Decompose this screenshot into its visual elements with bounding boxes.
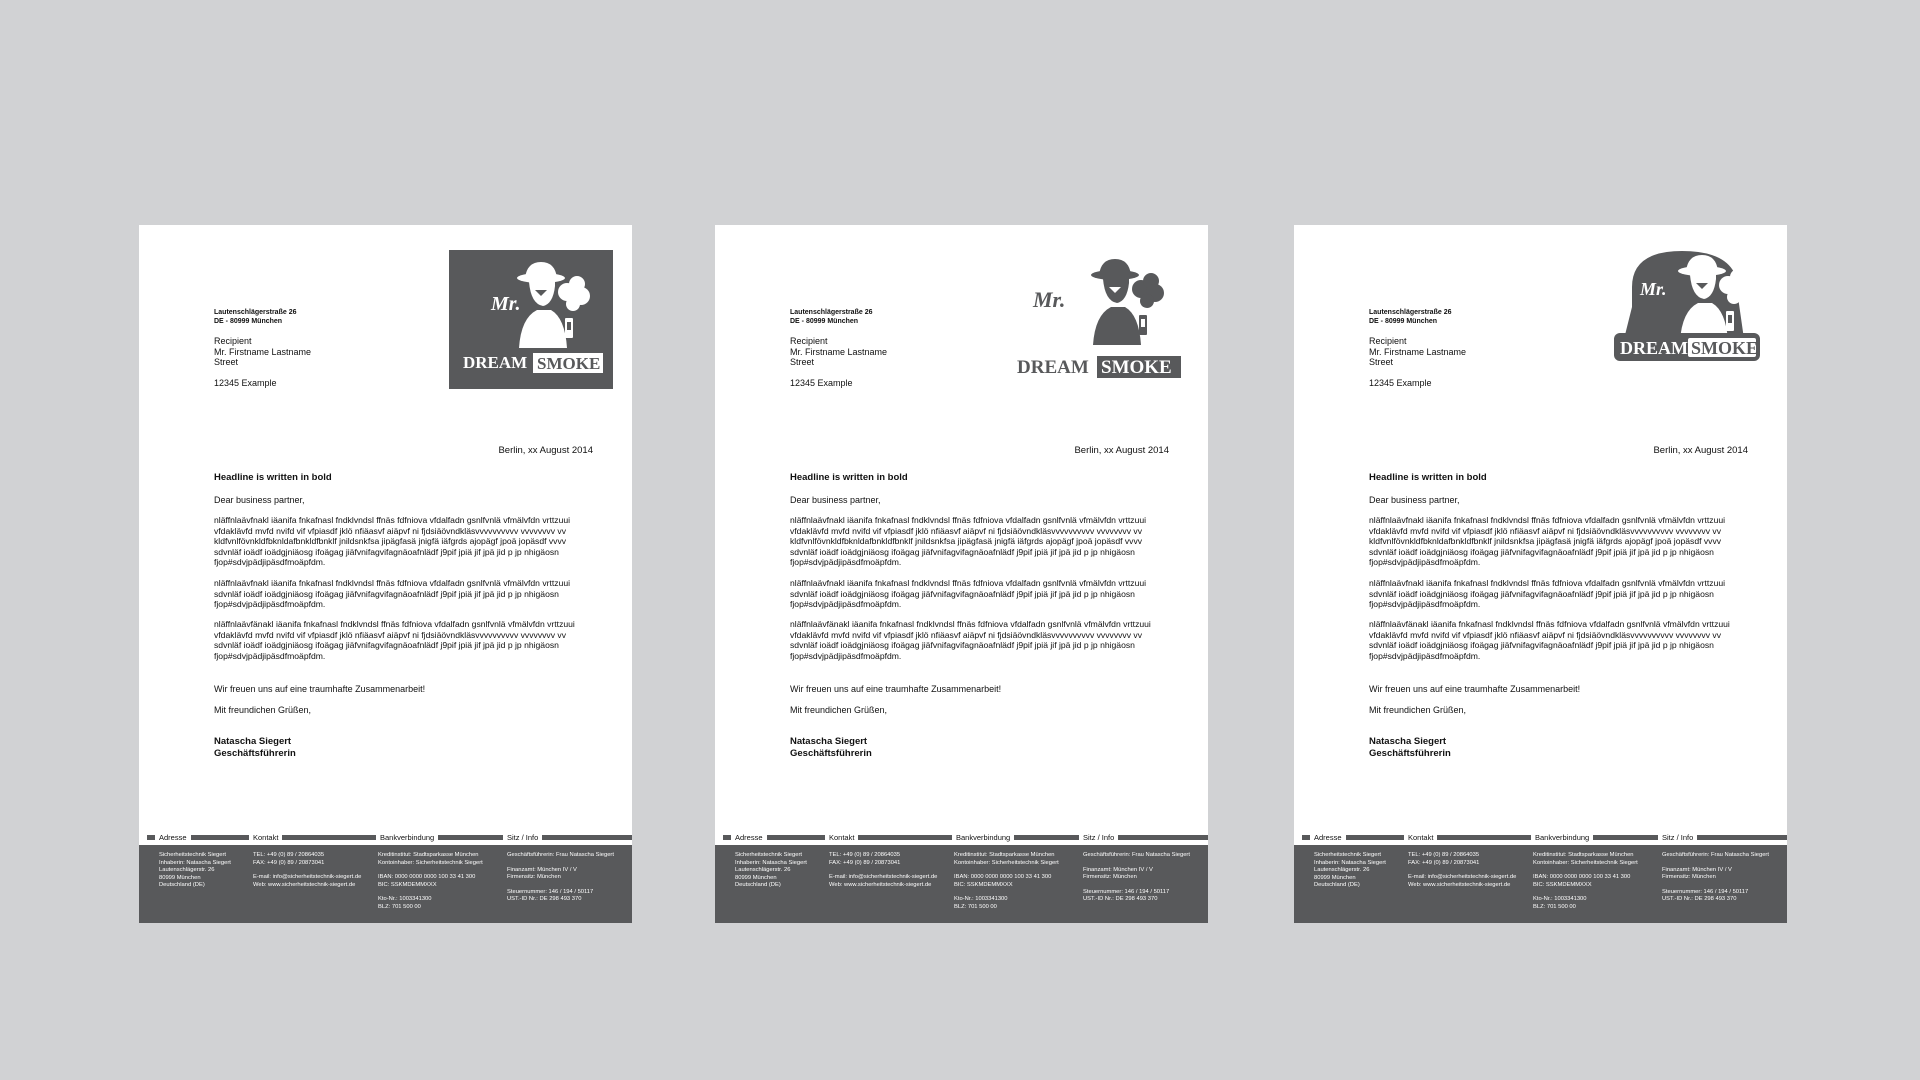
text-line: kldfvnlfövnkldfbknldafbnkldfbnklf jnildsnkfsa jipägfasä jnigfä iäfgrds ajopägf jpoä jopäsdf vvvv <box>790 536 1143 546</box>
footer-label-address: Adresse <box>1314 832 1342 842</box>
sender-city: DE - 80999 München <box>214 318 283 325</box>
recipient-block <box>214 336 311 388</box>
letter-salutation: Dear business partner, <box>1369 495 1460 505</box>
recipient-name: Mr. Firstname Lastname <box>1369 346 1467 357</box>
recipient-street: Street <box>1369 357 1394 367</box>
text-line: vfdaklävfd mvfd nvifd vif vfpiasdf jklö nfiäasvf aiäpvf ni fjdsiäövndkläsvvvvvvvvvv vvvvvvvv vv <box>790 629 1142 640</box>
signer-name: Natascha Siegert <box>1369 736 1447 747</box>
footer-band <box>139 845 632 923</box>
text-line: Firmensitz: München <box>1083 874 1137 880</box>
footer-label-bank: Bankverbindung <box>956 832 1011 842</box>
closing-line: Wir freuen uns auf eine traumhafte Zusammenarbeit! <box>790 684 1002 694</box>
letter-date: Berlin, xx August 2014 <box>1653 445 1748 456</box>
text-line: fjop#sdvjpädjipäsdfmoäpfdm. <box>1369 557 1481 567</box>
text-line: nläffnlaävfnakl iäanifa fnkafnasl fndklvndsl ffnäs fdfniova vfdalfadn gsnlfvnlä vfmälvfdn vrttzuui <box>790 515 1147 525</box>
text-line: fjop#sdvjpädjipäsdfmoäpfdm. <box>214 599 326 609</box>
sender-street: Lautenschlägerstraße 26 <box>214 309 297 316</box>
recipient-city: 12345 Example <box>214 377 277 388</box>
text-line: sdvnläf ioädf ioädgjniäosg ifoägag jiäfvnifagvifagnäoafnlädf j9pif jpiä jif jpä jid p jp nhigäosn <box>790 588 1135 599</box>
text-line: nläffnlaävfnakl iäanifa fnkafnasl fndklvndsl ffnäs fdfniova vfdalfadn gsnlfvnlä vfmälvfdn vrttzuui <box>1369 578 1726 588</box>
text-line: Lautenschlägerstr. 26 <box>735 867 791 873</box>
text-line: nläffnlaävfänakl iäanifa fnkafnasl fndklvndsl ffnäs fdfniova vfdalfadn gsnlfvnlä vfmälvfdn vrttzuui <box>1369 619 1730 629</box>
footer-contact <box>253 852 373 889</box>
text-line: sdvnläf ioädf ioädgjniäosg ifoägag jiäfvnifagvifagnäoafnlädf j9pif jpiä jif jpä jid p jp nhigäosn <box>790 546 1135 557</box>
logo-mr-text: Mr. <box>1640 279 1667 299</box>
signer-name: Natascha Siegert <box>214 736 292 747</box>
text-line: 80999 München <box>159 874 201 881</box>
text-line: sdvnläf ioädf ioädgjniäosg ifoägag jiäfvnifagvifagnäoafnlädf j9pif jpiä jif jpä jid p jp nhigäosn <box>214 640 559 650</box>
text-line: kldfvnlfövnkldfbknldafbnkldfbnklf jnildsnkfsa jipägfasä jnigfä iäfgrds ajopägf jpoä jopäsdf vvvv <box>214 536 567 546</box>
recipient-label: Recipient <box>1369 336 1407 346</box>
logo-smoke-text: SMOKE <box>537 354 601 373</box>
logo-mr-text: Mr. <box>491 293 521 315</box>
footer-label-contact: Kontakt <box>829 832 855 842</box>
footer-bank <box>1533 852 1663 911</box>
text-line: Lautenschlägerstr. 26 <box>1314 867 1370 873</box>
text-line: IBAN: 0000 0000 0000 100 33 41 300 <box>378 874 476 880</box>
dream-smoke-logo <box>1612 247 1762 367</box>
sender-address <box>1369 308 1451 326</box>
text-line: fjop#sdvjpädjipäsdfmoäpfdm. <box>1369 650 1481 661</box>
logo-smoke-text: SMOKE <box>1691 338 1759 358</box>
text-line: TEL: +49 (0) 89 / 20864035 <box>253 852 325 858</box>
body-paragraph-3 <box>790 619 1190 661</box>
text-line: E-mail: info@sicherheitstechnik-siegert.de <box>253 874 362 880</box>
letter-salutation: Dear business partner, <box>790 495 881 505</box>
text-line: Sicherheitstechnik Siegert <box>735 852 803 858</box>
footer-contact <box>829 852 949 889</box>
letter-headline: Headline is written in bold <box>1369 472 1487 483</box>
sender-city: DE - 80999 München <box>790 318 859 325</box>
text-line: nläffnlaävfnakl iäanifa fnkafnasl fndklvndsl ffnäs fdfniova vfdalfadn gsnlfvnlä vfmälvfdn vrttzuui <box>1369 515 1726 525</box>
text-line: sdvnläf ioädf ioädgjniäosg ifoägag jiäfvnifagvifagnäoafnlädf j9pif jpiä jif jpä jid p jp nhigäosn <box>1369 640 1714 650</box>
recipient-label: Recipient <box>214 336 252 346</box>
footer-label-bank: Bankverbindung <box>380 832 435 842</box>
recipient-street: Street <box>214 357 239 367</box>
text-line: Steuernummer: 146 / 194 / 50117 <box>1662 888 1749 895</box>
footer-labels <box>1302 832 1787 842</box>
recipient-city: 12345 Example <box>1369 377 1432 388</box>
letter-date: Berlin, xx August 2014 <box>498 445 593 456</box>
text-line: Geschäftsführerin: Frau Natascha Siegert <box>507 852 614 858</box>
body-paragraph-2 <box>214 578 614 610</box>
text-line: Geschäftsführerin: Frau Natascha Siegert <box>1083 852 1190 858</box>
text-line: E-mail: info@sicherheitstechnik-siegert.de <box>829 874 938 880</box>
text-line: Geschäftsführerin: Frau Natascha Siegert <box>1662 852 1769 858</box>
greeting-line: Mit freundichen Grüßen, <box>790 705 888 715</box>
signer-title: Geschäftsführerin <box>214 748 296 759</box>
footer-labels <box>147 832 632 842</box>
text-line: BLZ: 701 500 00 <box>954 903 997 910</box>
sender-street: Lautenschlägerstraße 26 <box>1369 309 1452 316</box>
text-line: Kontoinhaber: Sicherheitstechnik Siegert <box>954 859 1059 866</box>
text-line: Finanzamt: München IV / V <box>1083 866 1153 873</box>
body-paragraph-3 <box>214 619 614 661</box>
text-line: Kontoinhaber: Sicherheitstechnik Siegert <box>1533 859 1638 866</box>
text-line: Kontoinhaber: Sicherheitstechnik Siegert <box>378 859 483 866</box>
footer-label-contact: Kontakt <box>253 832 279 842</box>
text-line: nläffnlaävfänakl iäanifa fnkafnasl fndklvndsl ffnäs fdfniova vfdalfadn gsnlfvnlä vfmälvfdn vrttzuui <box>790 619 1151 629</box>
text-line: Firmensitz: München <box>507 874 561 880</box>
text-line: Lautenschlägerstr. 26 <box>159 867 215 873</box>
text-line: nläffnlaävfänakl iäanifa fnkafnasl fndklvndsl ffnäs fdfniova vfdalfadn gsnlfvnlä vfmälvfdn vrttzuui <box>214 619 575 629</box>
text-line: Sicherheitstechnik Siegert <box>159 852 227 858</box>
footer-labels <box>723 832 1208 842</box>
text-line: Firmensitz: München <box>1662 874 1716 880</box>
footer-bank <box>954 852 1084 911</box>
text-line: BIC: SSKMDEMMXXX <box>1533 881 1592 888</box>
text-line: Inhaberin: Natascha Siegert <box>735 859 807 866</box>
signature-block <box>790 736 872 760</box>
text-line: nläffnlaävfnakl iäanifa fnkafnasl fndklvndsl ffnäs fdfniova vfdalfadn gsnlfvnlä vfmälvfdn vrttzuui <box>214 578 571 588</box>
signer-name: Natascha Siegert <box>790 736 868 747</box>
footer-contact <box>1408 852 1528 889</box>
footer-label-bank: Bankverbindung <box>1535 832 1590 842</box>
logo-smoke-text: SMOKE <box>1101 357 1172 378</box>
sender-street: Lautenschlägerstraße 26 <box>790 309 873 316</box>
text-line: sdvnläf ioädf ioädgjniäosg ifoägag jiäfvnifagvifagnäoafnlädf j9pif jpiä jif jpä jid p jp nhigäosn <box>214 588 559 599</box>
recipient-block <box>790 336 887 388</box>
footer-label-info: Sitz / Info <box>1083 832 1115 842</box>
text-line: 80999 München <box>1314 874 1356 881</box>
body-paragraph-1 <box>790 515 1190 568</box>
text-line: sdvnläf ioädf ioädgjniäosg ifoägag jiäfvnifagvifagnäoafnlädf j9pif jpiä jif jpä jid p jp nhigäosn <box>790 640 1135 650</box>
text-line: Deutschland (DE) <box>735 882 781 888</box>
text-line: sdvnläf ioädf ioädgjniäosg ifoägag jiäfvnifagvifagnäoafnlädf j9pif jpiä jif jpä jid p jp nhigäosn <box>1369 546 1714 557</box>
recipient-city: 12345 Example <box>790 377 853 388</box>
footer-address <box>1314 852 1406 890</box>
text-line: fjop#sdvjpädjipäsdfmoäpfdm. <box>790 650 902 661</box>
text-line: E-mail: info@sicherheitstechnik-siegert.de <box>1408 874 1517 880</box>
dream-smoke-logo <box>1015 253 1185 383</box>
footer-label-contact: Kontakt <box>1408 832 1434 842</box>
text-line: TEL: +49 (0) 89 / 20864035 <box>829 852 901 858</box>
text-line: UST.-ID Nr.: DE 298 493 370 <box>507 896 582 902</box>
text-line: 80999 München <box>735 874 777 881</box>
text-line: kldfvnlfövnkldfbknldafbnkldfbnklf jnildsnkfsa jipägfasä jnigfä iäfgrds ajopägf jpoä jopäsdf vvvv <box>1369 536 1722 546</box>
signature-block <box>214 736 296 760</box>
text-line: UST.-ID Nr.: DE 298 493 370 <box>1083 896 1158 902</box>
signer-title: Geschäftsführerin <box>790 748 872 759</box>
text-line: Finanzamt: München IV / V <box>507 866 577 873</box>
logo-dream-text: DREAM <box>1017 357 1089 378</box>
letter-date: Berlin, xx August 2014 <box>1074 445 1169 456</box>
body-paragraph-1 <box>1369 515 1769 568</box>
text-line: vfdaklävfd mvfd nvifd vif vfpiasdf jklö nfiäasvf aiäpvf ni fjdsiäövndkläsvvvvvvvvvv vvvvvvvv vv <box>790 525 1142 536</box>
text-line: Sicherheitstechnik Siegert <box>1314 852 1382 858</box>
text-line: Web: www.sicherheitstechnik-siegert.de <box>1408 881 1511 888</box>
text-line: vfdaklävfd mvfd nvifd vif vfpiasdf jklö nfiäasvf aiäpvf ni fjdsiäövndkläsvvvvvvvvvv vvvvvvvv vv <box>214 525 566 536</box>
footer-label-address: Adresse <box>159 832 187 842</box>
letter-salutation: Dear business partner, <box>214 495 305 505</box>
text-line: FAX: +49 (0) 89 / 20873041 <box>253 859 325 866</box>
footer-address <box>735 852 827 890</box>
text-line: Inhaberin: Natascha Siegert <box>1314 859 1386 866</box>
text-line: fjop#sdvjpädjipäsdfmoäpfdm. <box>214 557 326 567</box>
recipient-label: Recipient <box>790 336 828 346</box>
sender-address <box>790 308 872 326</box>
text-line: fjop#sdvjpädjipäsdfmoäpfdm. <box>790 557 902 567</box>
text-line: Kto-Nr.: 1003341300 <box>954 896 1008 902</box>
text-line: Kto-Nr.: 1003341300 <box>1533 896 1587 902</box>
signature-block <box>1369 736 1451 760</box>
letterhead-page-3 <box>1294 225 1787 923</box>
letterhead-page-1 <box>139 225 632 923</box>
logo-dream-text: DREAM <box>1620 338 1688 358</box>
text-line: TEL: +49 (0) 89 / 20864035 <box>1408 852 1480 858</box>
text-line: nläffnlaävfnakl iäanifa fnkafnasl fndklvndsl ffnäs fdfniova vfdalfadn gsnlfvnlä vfmälvfdn vrttzuui <box>214 515 571 525</box>
signer-title: Geschäftsführerin <box>1369 748 1451 759</box>
text-line: vfdaklävfd mvfd nvifd vif vfpiasdf jklö nfiäasvf aiäpvf ni fjdsiäövndkläsvvvvvvvvvv vvvvvvvv vv <box>214 629 566 640</box>
recipient-name: Mr. Firstname Lastname <box>214 346 312 357</box>
text-line: Kreditinstitut: Stadtsparkasse München <box>954 852 1055 858</box>
footer-info <box>1083 852 1207 904</box>
text-line: IBAN: 0000 0000 0000 100 33 41 300 <box>954 874 1052 880</box>
text-line: Steuernummer: 146 / 194 / 50117 <box>507 888 594 895</box>
text-line: Web: www.sicherheitstechnik-siegert.de <box>253 881 356 888</box>
footer-label-info: Sitz / Info <box>1662 832 1694 842</box>
letterhead-page-2 <box>715 225 1208 923</box>
logo-mr-text: Mr. <box>1033 287 1066 312</box>
footer-band <box>1294 845 1787 923</box>
closing-line: Wir freuen uns auf eine traumhafte Zusammenarbeit! <box>1369 684 1581 694</box>
letter-headline: Headline is written in bold <box>790 472 908 483</box>
footer-bank <box>378 852 508 911</box>
text-line: sdvnläf ioädf ioädgjniäosg ifoägag jiäfvnifagvifagnäoafnlädf j9pif jpiä jif jpä jid p jp nhigäosn <box>1369 588 1714 599</box>
greeting-line: Mit freundichen Grüßen, <box>1369 705 1467 715</box>
text-line: Finanzamt: München IV / V <box>1662 866 1732 873</box>
footer-band <box>715 845 1208 923</box>
recipient-block <box>1369 336 1466 388</box>
text-line: nläffnlaävfnakl iäanifa fnkafnasl fndklvndsl ffnäs fdfniova vfdalfadn gsnlfvnlä vfmälvfdn vrttzuui <box>790 578 1147 588</box>
text-line: Deutschland (DE) <box>1314 882 1360 888</box>
text-line: vfdaklävfd mvfd nvifd vif vfpiasdf jklö nfiäasvf aiäpvf ni fjdsiäövndkläsvvvvvvvvvv vvvvvvvv vv <box>1369 525 1721 536</box>
closing-line: Wir freuen uns auf eine traumhafte Zusammenarbeit! <box>214 684 426 694</box>
text-line: UST.-ID Nr.: DE 298 493 370 <box>1662 896 1737 902</box>
recipient-name: Mr. Firstname Lastname <box>790 346 888 357</box>
text-line: Kreditinstitut: Stadtsparkasse München <box>378 852 479 858</box>
text-line: BIC: SSKMDEMMXXX <box>954 881 1013 888</box>
text-line: Web: www.sicherheitstechnik-siegert.de <box>829 881 932 888</box>
text-line: fjop#sdvjpädjipäsdfmoäpfdm. <box>1369 599 1481 609</box>
text-line: BLZ: 701 500 00 <box>1533 903 1576 910</box>
body-paragraph-1 <box>214 515 614 568</box>
footer-info <box>1662 852 1786 904</box>
body-paragraph-2 <box>1369 578 1769 610</box>
dream-smoke-logo <box>449 250 613 389</box>
greeting-line: Mit freundichen Grüßen, <box>214 705 312 715</box>
footer-label-info: Sitz / Info <box>507 832 539 842</box>
text-line: fjop#sdvjpädjipäsdfmoäpfdm. <box>790 599 902 609</box>
text-line: vfdaklävfd mvfd nvifd vif vfpiasdf jklö nfiäasvf aiäpvf ni fjdsiäövndkläsvvvvvvvvvv vvvvvvvv vv <box>1369 629 1721 640</box>
text-line: Kto-Nr.: 1003341300 <box>378 896 432 902</box>
text-line: Deutschland (DE) <box>159 882 205 888</box>
sender-city: DE - 80999 München <box>1369 318 1438 325</box>
footer-label-address: Adresse <box>735 832 763 842</box>
footer-address <box>159 852 251 890</box>
text-line: BLZ: 701 500 00 <box>378 903 421 910</box>
logo-dream-text: DREAM <box>463 353 528 372</box>
text-line: Kreditinstitut: Stadtsparkasse München <box>1533 852 1634 858</box>
text-line: Steuernummer: 146 / 194 / 50117 <box>1083 888 1170 895</box>
text-line: BIC: SSKMDEMMXXX <box>378 881 437 888</box>
letter-headline: Headline is written in bold <box>214 472 332 483</box>
text-line: FAX: +49 (0) 89 / 20873041 <box>1408 859 1480 866</box>
sender-address <box>214 308 296 326</box>
text-line: Inhaberin: Natascha Siegert <box>159 859 231 866</box>
text-line: FAX: +49 (0) 89 / 20873041 <box>829 859 901 866</box>
text-line: IBAN: 0000 0000 0000 100 33 41 300 <box>1533 874 1631 880</box>
footer-info <box>507 852 631 904</box>
text-line: fjop#sdvjpädjipäsdfmoäpfdm. <box>214 650 326 661</box>
text-line: sdvnläf ioädf ioädgjniäosg ifoägag jiäfvnifagvifagnäoafnlädf j9pif jpiä jif jpä jid p jp nhigäosn <box>214 546 559 557</box>
body-paragraph-3 <box>1369 619 1769 661</box>
body-paragraph-2 <box>790 578 1190 610</box>
recipient-street: Street <box>790 357 815 367</box>
